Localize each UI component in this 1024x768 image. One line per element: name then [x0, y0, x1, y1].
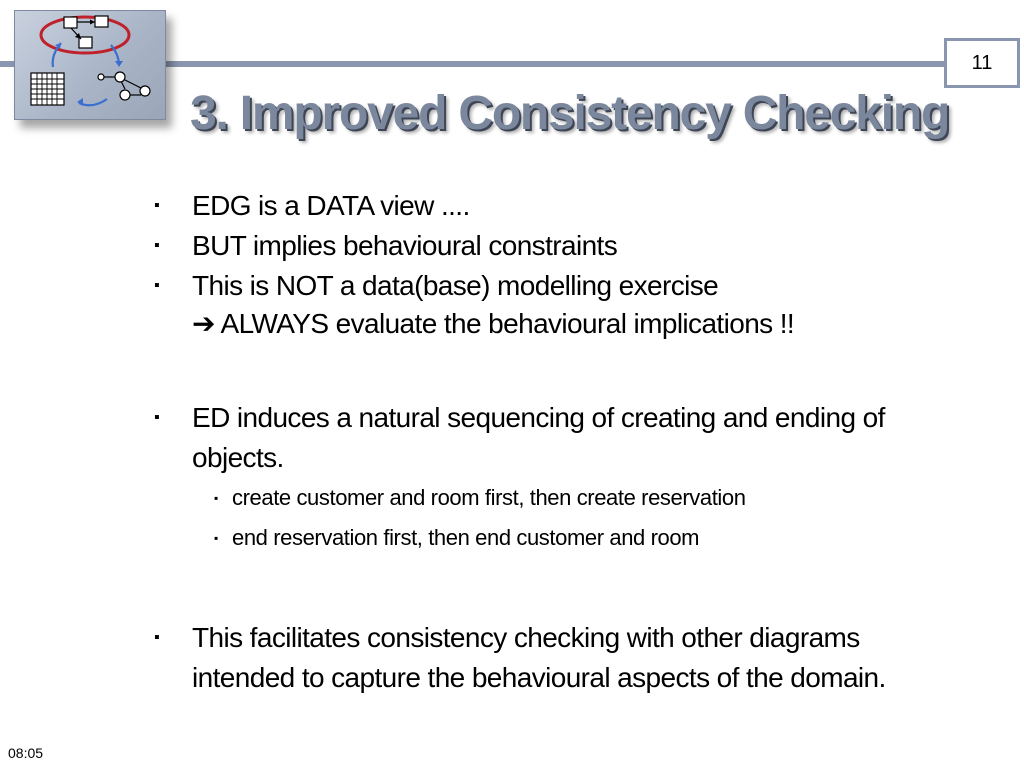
bullet-text: This facilitates consistency checking with other diagrams: [192, 622, 860, 653]
bullet-text: ALWAYS evaluate the behavioural implications !!: [220, 308, 795, 339]
bullet-marker: ▪: [154, 629, 160, 646]
bullet-marker: ▪: [154, 409, 160, 426]
arrow-right-icon: ➔: [192, 308, 215, 339]
bullet-marker: ▪: [214, 531, 218, 545]
bullet-text: objects.: [192, 442, 284, 473]
diagram-logo-icon: [14, 10, 166, 120]
bullet-item: [152, 226, 972, 266]
bullet-text: BUT implies behavioural constraints: [192, 230, 618, 261]
bullet-text: ED induces a natural sequencing of creating and ending of: [192, 402, 885, 433]
slide-body: [152, 186, 972, 698]
bullet-item: [152, 618, 972, 658]
bullet-item: [152, 266, 972, 306]
bullet-text: intended to capture the behavioural aspects of the domain.: [192, 662, 886, 693]
bullet-item: [152, 186, 972, 226]
page-number: 11: [944, 38, 1020, 88]
bullet-marker: ▪: [214, 491, 218, 505]
sub-bullet-item: [152, 518, 972, 558]
bullet-marker: ▪: [154, 277, 160, 294]
sub-bullet-text: create customer and room first, then create reservation: [232, 485, 746, 510]
sub-bullet-text: end reservation first, then end customer and room: [232, 525, 700, 550]
bullet-item: [152, 398, 972, 438]
slide-title: 3. Improved Consistency Checking: [190, 87, 950, 140]
bullet-text: This is NOT a data(base) modelling exercise: [192, 270, 719, 301]
bullet-continuation: [152, 306, 972, 342]
bullet-text: EDG is a DATA view ....: [192, 190, 470, 221]
bullet-marker: ▪: [154, 237, 160, 254]
bullet-item-continued: [152, 658, 972, 698]
bullet-marker: ▪: [154, 197, 160, 214]
slide-timestamp: 08:05: [8, 745, 44, 761]
sub-bullet-item: [152, 478, 972, 518]
bullet-item-continued: [152, 438, 972, 478]
